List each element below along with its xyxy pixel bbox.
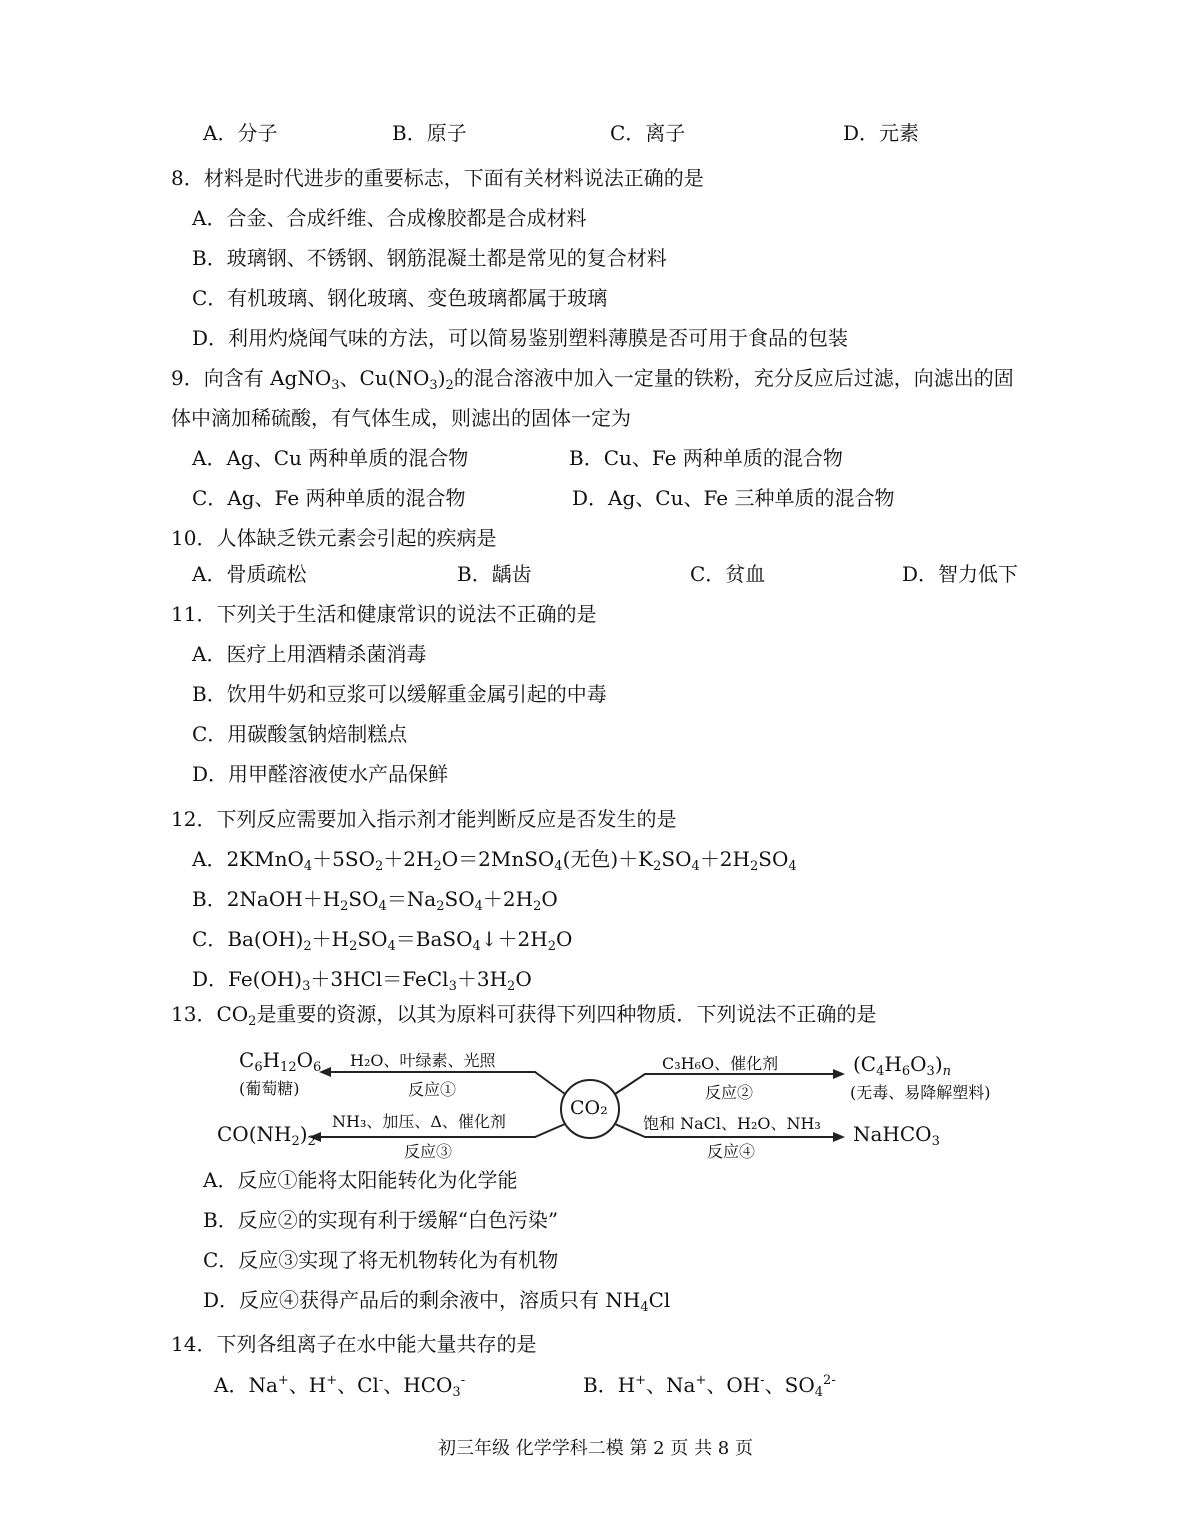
reaction-2-conditions: C₃H₆O、催化剂 <box>662 1054 779 1073</box>
q8-stem: 8．材料是时代进步的重要标志，下面有关材料说法正确的是 <box>171 166 704 190</box>
arrow-head-icon <box>833 1069 845 1079</box>
q8-option-b: B．玻璃钢、不锈钢、钢筋混凝土都是常见的复合材料 <box>192 246 667 270</box>
reaction-4-label: 反应④ <box>707 1142 756 1161</box>
q10-option-d: D．智力低下 <box>902 562 1019 586</box>
q13-option-b: B．反应②的实现有利于缓解“白色污染” <box>203 1208 559 1232</box>
q8-option-c: C．有机玻璃、钢化玻璃、变色玻璃都属于玻璃 <box>192 286 608 310</box>
q8-option-d: D．利用灼烧闻气味的方法，可以简易鉴别塑料薄膜是否可用于食品的包装 <box>192 326 849 350</box>
q9-option-a: A．Ag、Cu 两种单质的混合物 <box>192 446 469 470</box>
reaction-4-conditions: 饱和 NaCl、H₂O、NH₃ <box>643 1114 821 1133</box>
q9-stem-line1: 9．向含有 AgNO$_3$、$Cu(NO_3)_2$的混合溶液中加入一定量的铁粉，充分反应后过滤，向滤出的固 <box>171 366 1014 393</box>
urea-formula: $CO(NH_2)_2$ <box>217 1122 316 1149</box>
q11-option-a: A．医疗上用酒精杀菌消毒 <box>192 642 427 666</box>
q7-option-d: D．元素 <box>843 121 920 145</box>
q8-option-a: A．合金、合成纤维、合成橡胶都是合成材料 <box>192 206 587 230</box>
q9-option-b: B．Cu、Fe 两种单质的混合物 <box>569 446 843 470</box>
q10-option-c: C．贫血 <box>690 562 766 586</box>
q12-option-b: B．$2NaOH+H_2SO_4=Na_2SO_4+2H_2O$ <box>192 887 558 914</box>
q14-option-b: B．H+、Na+、OH-、$SO_4^{2-}$ <box>583 1373 836 1400</box>
reaction-1-label: 反应① <box>408 1080 457 1099</box>
plastic-label: (无毒、易降解塑料) <box>850 1083 991 1102</box>
arrow-head-icon <box>833 1132 845 1142</box>
q13-option-d: D．反应④获得产品后的剩余液中，溶质只有 $NH_4Cl$ <box>203 1288 671 1315</box>
q9-option-d: D．Ag、Cu、Fe 三种单质的混合物 <box>572 486 895 510</box>
glucose-label: (葡萄糖) <box>239 1079 300 1098</box>
q13-option-c: C．反应③实现了将无机物转化为有机物 <box>203 1248 559 1272</box>
q12-option-c: C．$Ba(OH)_2+H_2SO_4=BaSO_4↓+2H_2O$ <box>192 927 573 954</box>
q11-stem: 11．下列关于生活和健康常识的说法不正确的是 <box>171 602 597 626</box>
q11-option-d: D．用甲醛溶液使水产品保鲜 <box>192 762 449 786</box>
page-footer: 初三年级 化学学科二模 第 2 页 共 8 页 <box>438 1438 753 1459</box>
q10-option-a: A．骨质疏松 <box>192 562 307 586</box>
reaction-1-conditions: H₂O、叶绿素、光照 <box>350 1051 496 1070</box>
q11-option-b: B．饮用牛奶和豆浆可以缓解重金属引起的中毒 <box>192 682 607 706</box>
q12-option-d: D．$Fe(OH)_3+3HCl=FeCl_3+3H_2O$ <box>192 967 532 994</box>
q7-option-b: B．原子 <box>392 121 467 145</box>
q12-stem: 12．下列反应需要加入指示剂才能判断反应是否发生的是 <box>171 807 677 831</box>
q10-stem: 10．人体缺乏铁元素会引起的疾病是 <box>171 526 497 550</box>
q10-option-b: B．龋齿 <box>457 562 532 586</box>
q14-option-a: A．Na+、H+、Cl-、$HCO_3^-$ <box>214 1373 466 1400</box>
q13-option-a: A．反应①能将太阳能转化为化学能 <box>203 1168 518 1192</box>
reaction-2-label: 反应② <box>705 1083 754 1102</box>
reaction-3-label: 反应③ <box>404 1142 453 1161</box>
q7-option-c: C．离子 <box>610 121 686 145</box>
co2-center-label: CO₂ <box>570 1097 608 1119</box>
q7-option-a: A．分子 <box>203 121 278 145</box>
q14-stem: 14．下列各组离子在水中能大量共存的是 <box>171 1332 537 1356</box>
q13-stem: 13．$CO_2$是重要的资源，以其为原料可获得下列四种物质．下列说法不正确的是 <box>171 1002 877 1029</box>
plastic-formula: $(C_4H_6O_3)_n$ <box>853 1052 951 1079</box>
nahco3-formula: NaHCO$_3$ <box>853 1122 940 1149</box>
q9-stem-line2: 体中滴加稀硫酸，有气体生成，则滤出的固体一定为 <box>171 406 631 430</box>
q11-option-c: C．用碳酸氢钠焙制糕点 <box>192 722 408 746</box>
q9-option-c: C．Ag、Fe 两种单质的混合物 <box>192 486 466 510</box>
q12-option-a: A．$2KMnO_4+5SO_2+2H_2O=2MnSO_4$(无色)$+K_2SO_4+2H_2SO_4$ <box>192 847 797 874</box>
glucose-formula: $C_6H_{12}O_6$ <box>239 1048 322 1075</box>
reaction-3-conditions: NH₃、加压、Δ、催化剂 <box>332 1112 506 1131</box>
co2-reaction-diagram <box>215 1042 1025 1160</box>
